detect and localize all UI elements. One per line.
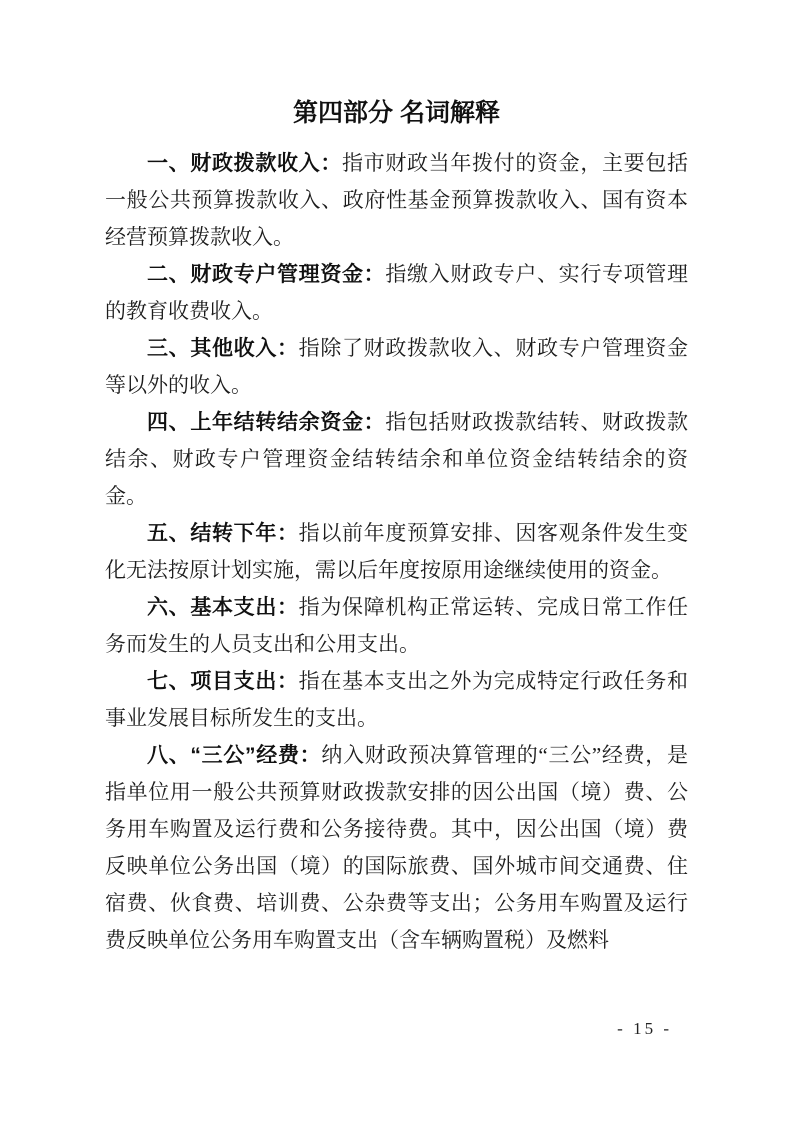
- glossary-paragraph: [105, 515, 688, 589]
- glossary-content: [105, 145, 688, 959]
- term-definition: 指缴入财政专户、实行专项管理的教育收费收入。: [105, 262, 689, 323]
- page-number: - 15 -: [617, 1019, 672, 1038]
- term-label: 七、项目支出：: [147, 670, 299, 693]
- term-label: 五、结转下年：: [147, 522, 299, 545]
- glossary-paragraph: [105, 330, 688, 404]
- page-title: 第四部分 名词解释: [293, 99, 500, 127]
- term-definition: 指市财政当年拨付的资金，主要包括一般公共预算拨款收入、政府性基金预算拨款收入、国有资本经营预算拨款收入。: [105, 151, 688, 249]
- term-label: 二、财政专户管理资金：: [147, 263, 386, 286]
- glossary-paragraph: [105, 256, 688, 330]
- term-label: 四、上年结转结余资金：: [147, 411, 386, 434]
- term-definition: 指为保障机构正常运转、完成日常工作任务而发生的人员支出和公用支出。: [105, 595, 689, 656]
- glossary-paragraph: [105, 663, 688, 737]
- term-definition: 指以前年度预算安排、因客观条件发生变化无法按原计划实施，需以后年度按原用途继续使用的资金。: [105, 521, 689, 582]
- term-definition: 纳入财政预决算管理的“三公”经费，是指单位用一般公共预算财政拨款安排的因公出国（境）费、公务用车购置及运行费和公务接待费。其中，因公出国（境）费反映单位公务出国（境）的国际旅费、国外城市间交通费、住宿费、伙食费、培训费、公杂费等支出；公务用车购置及运行费反映单位公务用车购置支出（含车辆购置税）及燃料: [105, 743, 689, 952]
- term-label: 一、财政拨款收入：: [147, 152, 342, 175]
- term-label: 六、基本支出：: [147, 596, 299, 619]
- glossary-paragraph: [105, 145, 688, 256]
- term-definition: 指包括财政拨款结转、财政拨款结余、财政专户管理资金结转结余和单位资金结转结余的资金。: [105, 410, 689, 508]
- glossary-paragraph: [105, 404, 688, 515]
- term-definition: 指在基本支出之外为完成特定行政任务和事业发展目标所发生的支出。: [105, 669, 689, 730]
- glossary-paragraph: [105, 737, 688, 959]
- term-label: 八、“三公”经费：: [147, 744, 322, 767]
- term-definition: 指除了财政拨款收入、财政专户管理资金等以外的收入。: [105, 336, 689, 397]
- glossary-paragraph: [105, 589, 688, 663]
- term-label: 三、其他收入：: [147, 337, 299, 360]
